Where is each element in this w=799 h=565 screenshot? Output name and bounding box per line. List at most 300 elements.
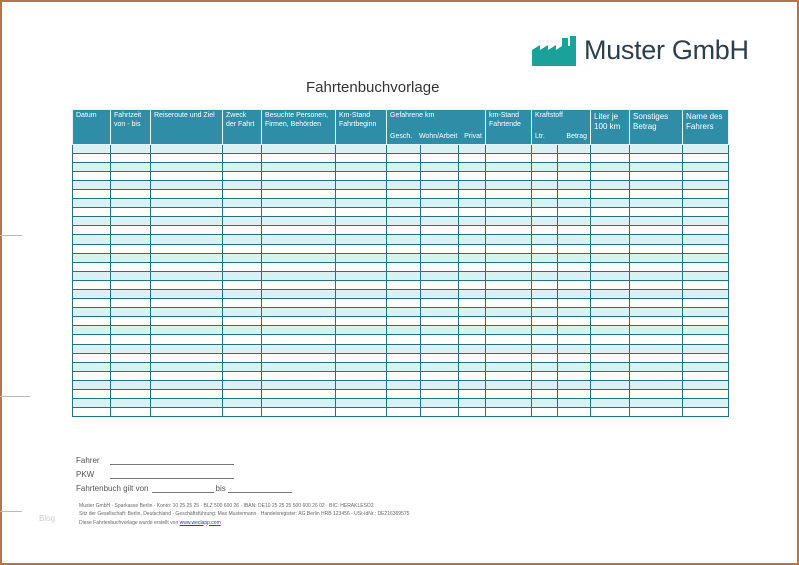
table-cell[interactable] xyxy=(630,317,683,326)
table-cell[interactable] xyxy=(151,171,223,180)
table-cell[interactable] xyxy=(486,171,532,180)
table-cell[interactable] xyxy=(223,171,262,180)
table-cell[interactable] xyxy=(630,362,683,371)
table-cell[interactable] xyxy=(73,253,111,262)
table-cell[interactable] xyxy=(73,362,111,371)
table-cell[interactable] xyxy=(421,208,459,217)
table-cell[interactable] xyxy=(223,326,262,335)
gilt-von-line[interactable] xyxy=(152,483,214,493)
table-cell[interactable] xyxy=(421,308,459,317)
table-cell[interactable] xyxy=(73,217,111,226)
table-cell[interactable] xyxy=(459,390,486,399)
table-cell[interactable] xyxy=(262,408,336,417)
table-cell[interactable] xyxy=(459,380,486,389)
table-cell[interactable] xyxy=(151,362,223,371)
table-cell[interactable] xyxy=(223,235,262,244)
table-cell[interactable] xyxy=(558,290,591,299)
table-cell[interactable] xyxy=(262,253,336,262)
table-cell[interactable] xyxy=(262,390,336,399)
table-cell[interactable] xyxy=(151,408,223,417)
table-cell[interactable] xyxy=(630,335,683,344)
table-cell[interactable] xyxy=(111,189,151,198)
table-cell[interactable] xyxy=(630,308,683,317)
table-cell[interactable] xyxy=(630,290,683,299)
table-cell[interactable] xyxy=(532,290,558,299)
table-cell[interactable] xyxy=(421,344,459,353)
table-cell[interactable] xyxy=(151,271,223,280)
table-cell[interactable] xyxy=(630,199,683,208)
table-cell[interactable] xyxy=(151,253,223,262)
table-cell[interactable] xyxy=(459,344,486,353)
table-cell[interactable] xyxy=(73,199,111,208)
table-cell[interactable] xyxy=(486,390,532,399)
table-cell[interactable] xyxy=(532,380,558,389)
table-cell[interactable] xyxy=(486,353,532,362)
table-cell[interactable] xyxy=(630,371,683,380)
table-cell[interactable] xyxy=(532,280,558,289)
table-cell[interactable] xyxy=(459,317,486,326)
table-cell[interactable] xyxy=(111,280,151,289)
table-cell[interactable] xyxy=(421,390,459,399)
table-cell[interactable] xyxy=(683,144,729,153)
table-cell[interactable] xyxy=(630,153,683,162)
table-cell[interactable] xyxy=(532,390,558,399)
table-cell[interactable] xyxy=(421,217,459,226)
table-cell[interactable] xyxy=(73,144,111,153)
table-cell[interactable] xyxy=(387,162,421,171)
table-cell[interactable] xyxy=(151,235,223,244)
table-cell[interactable] xyxy=(151,353,223,362)
table-cell[interactable] xyxy=(532,362,558,371)
table-cell[interactable] xyxy=(111,226,151,235)
table-cell[interactable] xyxy=(683,199,729,208)
table-cell[interactable] xyxy=(223,308,262,317)
table-cell[interactable] xyxy=(532,235,558,244)
table-cell[interactable] xyxy=(387,271,421,280)
table-cell[interactable] xyxy=(683,171,729,180)
table-cell[interactable] xyxy=(336,262,387,271)
table-cell[interactable] xyxy=(486,362,532,371)
table-cell[interactable] xyxy=(262,208,336,217)
table-cell[interactable] xyxy=(683,189,729,198)
table-cell[interactable] xyxy=(421,235,459,244)
table-cell[interactable] xyxy=(73,226,111,235)
table-cell[interactable] xyxy=(486,217,532,226)
table-cell[interactable] xyxy=(591,344,630,353)
table-cell[interactable] xyxy=(336,353,387,362)
table-cell[interactable] xyxy=(73,408,111,417)
table-cell[interactable] xyxy=(683,235,729,244)
table-cell[interactable] xyxy=(151,189,223,198)
table-cell[interactable] xyxy=(421,262,459,271)
table-cell[interactable] xyxy=(630,244,683,253)
table-cell[interactable] xyxy=(591,162,630,171)
table-cell[interactable] xyxy=(223,399,262,408)
table-cell[interactable] xyxy=(421,253,459,262)
table-cell[interactable] xyxy=(558,199,591,208)
table-cell[interactable] xyxy=(683,408,729,417)
table-cell[interactable] xyxy=(532,344,558,353)
table-cell[interactable] xyxy=(459,199,486,208)
footer-credit-link[interactable]: www.weclapp.com xyxy=(179,519,221,526)
table-cell[interactable] xyxy=(151,180,223,189)
table-cell[interactable] xyxy=(421,380,459,389)
table-cell[interactable] xyxy=(387,408,421,417)
table-cell[interactable] xyxy=(387,171,421,180)
table-cell[interactable] xyxy=(630,262,683,271)
table-cell[interactable] xyxy=(387,235,421,244)
table-cell[interactable] xyxy=(459,180,486,189)
table-cell[interactable] xyxy=(591,380,630,389)
table-cell[interactable] xyxy=(558,299,591,308)
table-cell[interactable] xyxy=(387,199,421,208)
table-cell[interactable] xyxy=(421,180,459,189)
table-cell[interactable] xyxy=(459,290,486,299)
table-cell[interactable] xyxy=(111,208,151,217)
table-cell[interactable] xyxy=(532,244,558,253)
table-cell[interactable] xyxy=(591,253,630,262)
table-cell[interactable] xyxy=(486,326,532,335)
table-cell[interactable] xyxy=(111,271,151,280)
table-cell[interactable] xyxy=(630,408,683,417)
table-cell[interactable] xyxy=(683,399,729,408)
table-cell[interactable] xyxy=(486,208,532,217)
table-cell[interactable] xyxy=(532,371,558,380)
table-cell[interactable] xyxy=(630,235,683,244)
table-cell[interactable] xyxy=(421,353,459,362)
table-cell[interactable] xyxy=(387,144,421,153)
table-cell[interactable] xyxy=(591,189,630,198)
table-cell[interactable] xyxy=(459,262,486,271)
table-cell[interactable] xyxy=(630,189,683,198)
table-cell[interactable] xyxy=(151,208,223,217)
table-cell[interactable] xyxy=(421,162,459,171)
table-cell[interactable] xyxy=(111,335,151,344)
table-cell[interactable] xyxy=(73,171,111,180)
table-cell[interactable] xyxy=(630,180,683,189)
table-cell[interactable] xyxy=(223,280,262,289)
table-cell[interactable] xyxy=(421,335,459,344)
table-cell[interactable] xyxy=(459,299,486,308)
table-cell[interactable] xyxy=(111,162,151,171)
table-cell[interactable] xyxy=(459,189,486,198)
table-cell[interactable] xyxy=(459,371,486,380)
table-cell[interactable] xyxy=(387,326,421,335)
table-cell[interactable] xyxy=(591,335,630,344)
table-cell[interactable] xyxy=(73,344,111,353)
table-cell[interactable] xyxy=(558,180,591,189)
table-cell[interactable] xyxy=(336,408,387,417)
table-cell[interactable] xyxy=(683,153,729,162)
table-cell[interactable] xyxy=(421,171,459,180)
table-cell[interactable] xyxy=(111,299,151,308)
table-cell[interactable] xyxy=(262,244,336,253)
table-cell[interactable] xyxy=(336,180,387,189)
table-cell[interactable] xyxy=(151,399,223,408)
table-cell[interactable] xyxy=(73,308,111,317)
table-cell[interactable] xyxy=(421,144,459,153)
table-cell[interactable] xyxy=(262,326,336,335)
table-cell[interactable] xyxy=(223,390,262,399)
table-cell[interactable] xyxy=(459,244,486,253)
table-cell[interactable] xyxy=(336,189,387,198)
table-cell[interactable] xyxy=(683,371,729,380)
table-cell[interactable] xyxy=(73,326,111,335)
table-cell[interactable] xyxy=(151,144,223,153)
table-cell[interactable] xyxy=(336,235,387,244)
table-cell[interactable] xyxy=(486,262,532,271)
table-cell[interactable] xyxy=(532,326,558,335)
table-cell[interactable] xyxy=(387,290,421,299)
table-cell[interactable] xyxy=(73,208,111,217)
table-cell[interactable] xyxy=(262,226,336,235)
table-cell[interactable] xyxy=(421,362,459,371)
table-cell[interactable] xyxy=(683,280,729,289)
table-cell[interactable] xyxy=(532,308,558,317)
table-cell[interactable] xyxy=(151,290,223,299)
table-cell[interactable] xyxy=(486,144,532,153)
table-cell[interactable] xyxy=(591,317,630,326)
table-cell[interactable] xyxy=(111,153,151,162)
table-cell[interactable] xyxy=(387,253,421,262)
table-cell[interactable] xyxy=(486,317,532,326)
gilt-bis-line[interactable] xyxy=(228,483,292,493)
table-cell[interactable] xyxy=(387,189,421,198)
table-cell[interactable] xyxy=(223,189,262,198)
table-cell[interactable] xyxy=(486,244,532,253)
table-cell[interactable] xyxy=(486,299,532,308)
table-cell[interactable] xyxy=(591,290,630,299)
table-cell[interactable] xyxy=(73,399,111,408)
table-cell[interactable] xyxy=(336,299,387,308)
table-cell[interactable] xyxy=(111,362,151,371)
table-cell[interactable] xyxy=(591,199,630,208)
table-cell[interactable] xyxy=(387,344,421,353)
table-cell[interactable] xyxy=(262,380,336,389)
table-cell[interactable] xyxy=(151,217,223,226)
table-cell[interactable] xyxy=(683,308,729,317)
table-cell[interactable] xyxy=(336,344,387,353)
table-cell[interactable] xyxy=(532,144,558,153)
table-cell[interactable] xyxy=(486,408,532,417)
table-cell[interactable] xyxy=(336,153,387,162)
table-cell[interactable] xyxy=(558,162,591,171)
table-cell[interactable] xyxy=(486,153,532,162)
table-cell[interactable] xyxy=(683,290,729,299)
table-cell[interactable] xyxy=(223,371,262,380)
table-cell[interactable] xyxy=(73,390,111,399)
table-cell[interactable] xyxy=(387,153,421,162)
table-cell[interactable] xyxy=(558,408,591,417)
table-cell[interactable] xyxy=(73,235,111,244)
table-cell[interactable] xyxy=(459,217,486,226)
table-cell[interactable] xyxy=(558,280,591,289)
table-cell[interactable] xyxy=(262,144,336,153)
table-cell[interactable] xyxy=(151,153,223,162)
table-cell[interactable] xyxy=(336,399,387,408)
table-cell[interactable] xyxy=(591,353,630,362)
table-cell[interactable] xyxy=(591,262,630,271)
table-cell[interactable] xyxy=(591,326,630,335)
table-cell[interactable] xyxy=(262,217,336,226)
table-cell[interactable] xyxy=(151,280,223,289)
table-cell[interactable] xyxy=(532,171,558,180)
table-cell[interactable] xyxy=(111,244,151,253)
table-cell[interactable] xyxy=(111,317,151,326)
table-cell[interactable] xyxy=(223,208,262,217)
table-cell[interactable] xyxy=(111,408,151,417)
table-cell[interactable] xyxy=(459,171,486,180)
table-cell[interactable] xyxy=(336,290,387,299)
table-cell[interactable] xyxy=(387,180,421,189)
table-cell[interactable] xyxy=(591,371,630,380)
table-cell[interactable] xyxy=(262,199,336,208)
table-cell[interactable] xyxy=(111,199,151,208)
table-cell[interactable] xyxy=(73,280,111,289)
table-cell[interactable] xyxy=(421,408,459,417)
table-cell[interactable] xyxy=(151,390,223,399)
table-cell[interactable] xyxy=(459,253,486,262)
table-cell[interactable] xyxy=(262,280,336,289)
table-cell[interactable] xyxy=(111,353,151,362)
table-cell[interactable] xyxy=(73,317,111,326)
table-cell[interactable] xyxy=(262,362,336,371)
table-cell[interactable] xyxy=(558,226,591,235)
table-cell[interactable] xyxy=(387,390,421,399)
table-cell[interactable] xyxy=(459,308,486,317)
table-cell[interactable] xyxy=(630,353,683,362)
table-cell[interactable] xyxy=(223,144,262,153)
table-cell[interactable] xyxy=(421,317,459,326)
table-cell[interactable] xyxy=(111,344,151,353)
table-cell[interactable] xyxy=(223,362,262,371)
table-cell[interactable] xyxy=(683,335,729,344)
table-cell[interactable] xyxy=(223,271,262,280)
table-cell[interactable] xyxy=(532,180,558,189)
table-cell[interactable] xyxy=(683,271,729,280)
table-cell[interactable] xyxy=(421,399,459,408)
table-cell[interactable] xyxy=(73,262,111,271)
table-cell[interactable] xyxy=(151,244,223,253)
table-cell[interactable] xyxy=(387,335,421,344)
table-cell[interactable] xyxy=(486,180,532,189)
table-cell[interactable] xyxy=(336,208,387,217)
table-cell[interactable] xyxy=(630,390,683,399)
table-cell[interactable] xyxy=(683,317,729,326)
table-cell[interactable] xyxy=(486,280,532,289)
table-cell[interactable] xyxy=(387,217,421,226)
table-cell[interactable] xyxy=(111,326,151,335)
table-cell[interactable] xyxy=(73,244,111,253)
table-cell[interactable] xyxy=(630,253,683,262)
table-cell[interactable] xyxy=(262,153,336,162)
table-cell[interactable] xyxy=(336,244,387,253)
table-cell[interactable] xyxy=(223,299,262,308)
table-cell[interactable] xyxy=(223,262,262,271)
table-cell[interactable] xyxy=(387,244,421,253)
table-cell[interactable] xyxy=(111,308,151,317)
table-cell[interactable] xyxy=(262,399,336,408)
table-cell[interactable] xyxy=(421,244,459,253)
table-cell[interactable] xyxy=(262,371,336,380)
table-cell[interactable] xyxy=(223,162,262,171)
table-cell[interactable] xyxy=(387,208,421,217)
table-cell[interactable] xyxy=(111,253,151,262)
table-cell[interactable] xyxy=(591,144,630,153)
table-cell[interactable] xyxy=(387,299,421,308)
table-cell[interactable] xyxy=(421,153,459,162)
table-cell[interactable] xyxy=(683,390,729,399)
table-cell[interactable] xyxy=(459,144,486,153)
table-cell[interactable] xyxy=(532,208,558,217)
table-cell[interactable] xyxy=(558,217,591,226)
table-cell[interactable] xyxy=(262,344,336,353)
table-cell[interactable] xyxy=(558,189,591,198)
table-cell[interactable] xyxy=(223,217,262,226)
table-cell[interactable] xyxy=(421,290,459,299)
table-cell[interactable] xyxy=(558,380,591,389)
table-cell[interactable] xyxy=(151,344,223,353)
table-cell[interactable] xyxy=(421,280,459,289)
table-cell[interactable] xyxy=(262,262,336,271)
table-cell[interactable] xyxy=(151,335,223,344)
table-cell[interactable] xyxy=(73,290,111,299)
table-cell[interactable] xyxy=(683,253,729,262)
table-cell[interactable] xyxy=(336,162,387,171)
table-cell[interactable] xyxy=(459,235,486,244)
table-cell[interactable] xyxy=(223,317,262,326)
table-cell[interactable] xyxy=(532,271,558,280)
table-cell[interactable] xyxy=(558,335,591,344)
table-cell[interactable] xyxy=(223,253,262,262)
table-cell[interactable] xyxy=(223,335,262,344)
table-cell[interactable] xyxy=(151,371,223,380)
table-cell[interactable] xyxy=(459,153,486,162)
table-cell[interactable] xyxy=(532,153,558,162)
table-cell[interactable] xyxy=(336,144,387,153)
table-cell[interactable] xyxy=(532,262,558,271)
table-cell[interactable] xyxy=(111,262,151,271)
table-cell[interactable] xyxy=(262,353,336,362)
table-cell[interactable] xyxy=(630,208,683,217)
table-cell[interactable] xyxy=(387,226,421,235)
table-cell[interactable] xyxy=(151,308,223,317)
table-cell[interactable] xyxy=(486,199,532,208)
table-cell[interactable] xyxy=(421,199,459,208)
table-cell[interactable] xyxy=(73,371,111,380)
table-cell[interactable] xyxy=(532,317,558,326)
table-cell[interactable] xyxy=(111,380,151,389)
table-cell[interactable] xyxy=(532,189,558,198)
table-cell[interactable] xyxy=(486,162,532,171)
table-cell[interactable] xyxy=(486,226,532,235)
table-cell[interactable] xyxy=(486,399,532,408)
table-cell[interactable] xyxy=(486,371,532,380)
table-cell[interactable] xyxy=(111,180,151,189)
table-cell[interactable] xyxy=(387,399,421,408)
table-cell[interactable] xyxy=(591,390,630,399)
table-cell[interactable] xyxy=(486,253,532,262)
table-cell[interactable] xyxy=(532,199,558,208)
table-cell[interactable] xyxy=(336,362,387,371)
table-cell[interactable] xyxy=(486,290,532,299)
table-cell[interactable] xyxy=(151,299,223,308)
table-cell[interactable] xyxy=(532,226,558,235)
table-cell[interactable] xyxy=(223,153,262,162)
table-cell[interactable] xyxy=(630,226,683,235)
table-cell[interactable] xyxy=(683,353,729,362)
table-cell[interactable] xyxy=(558,171,591,180)
